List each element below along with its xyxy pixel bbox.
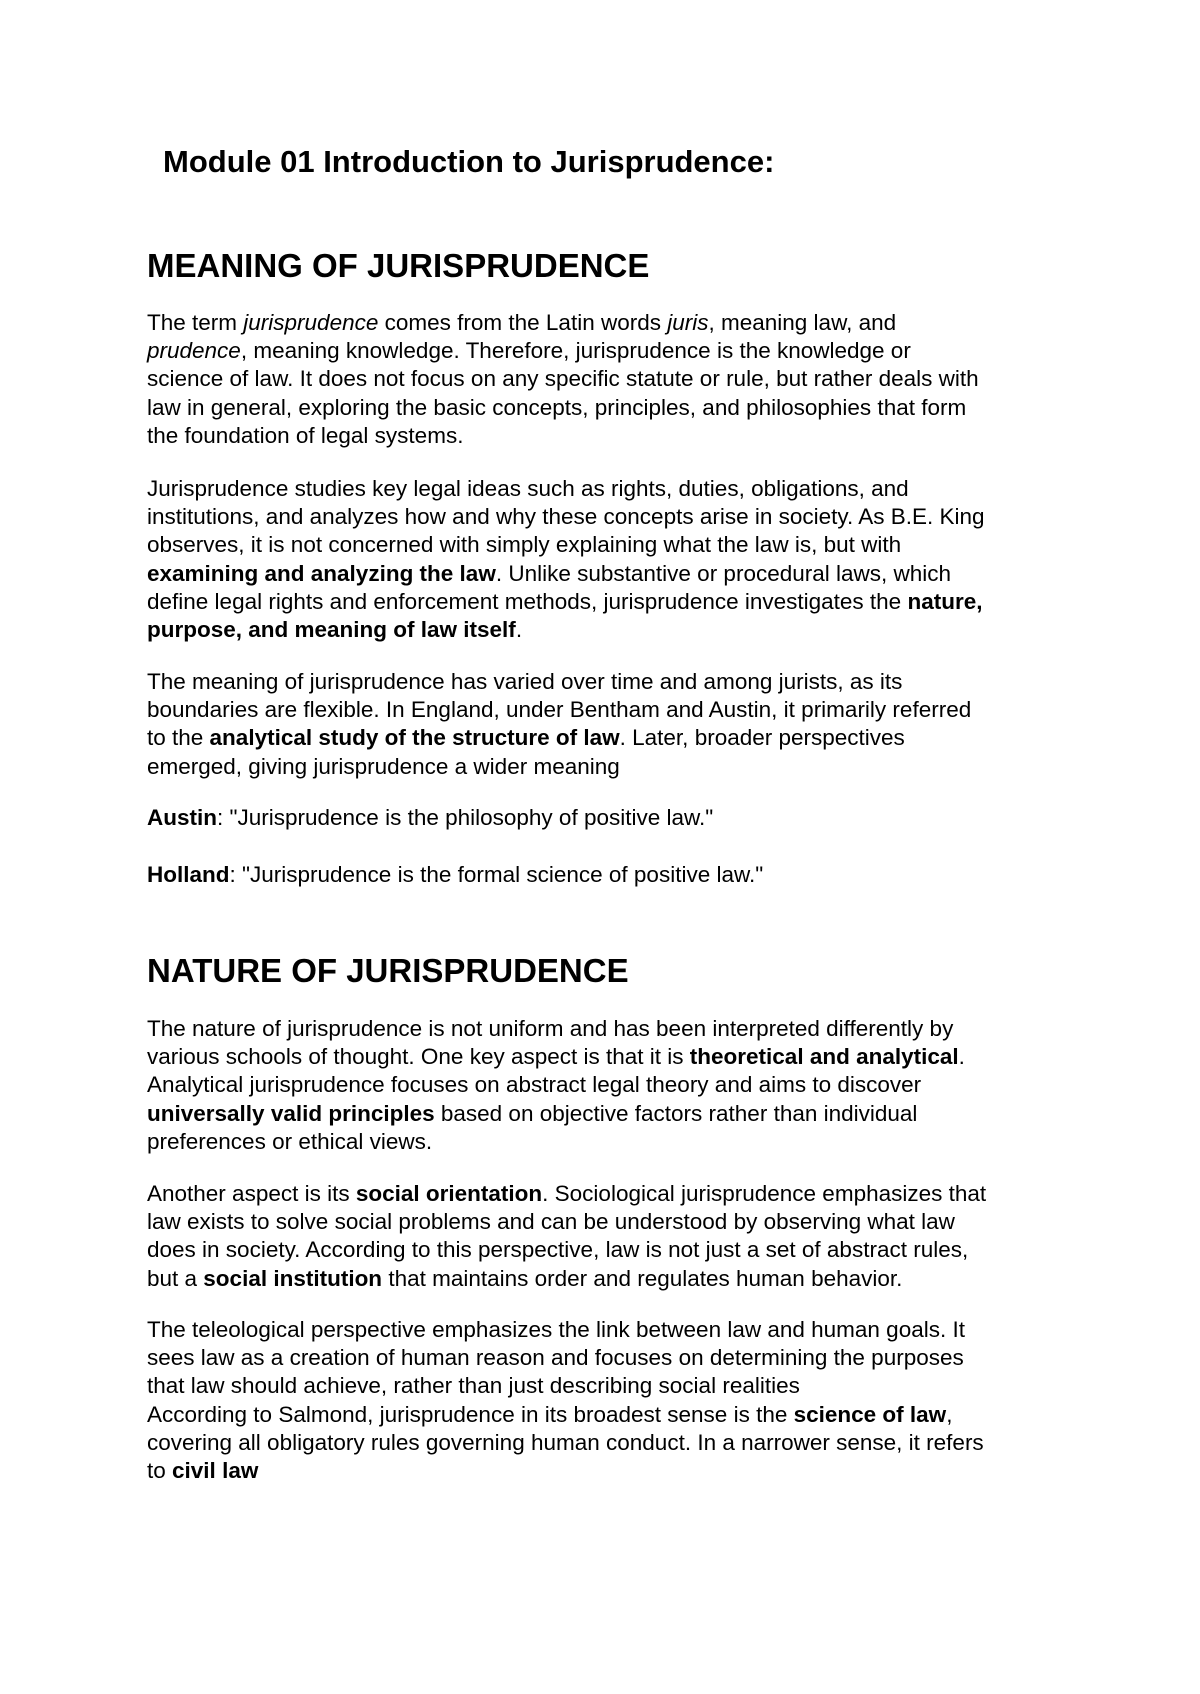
text-line: The nature of jurisprudence is not uniform and has been interpreted differently by [147, 1016, 954, 1041]
nature-paragraph-2 [147, 1180, 1087, 1293]
text-line: preferences or ethical views. [147, 1128, 433, 1154]
text-line: institutions, and analyzes how and why these concepts arise in society. As B.E. King [147, 504, 985, 530]
meaning-paragraph-1 [147, 309, 1087, 450]
text-line: Another aspect is its social orientation. Sociological jurisprudence emphasizes that [147, 1181, 987, 1206]
text-line: various schools of thought. One key aspect is that it is theoretical and analytical. [147, 1044, 965, 1070]
text-line: the foundation of legal systems. [147, 422, 464, 448]
text-line: to the analytical study of the structure of law. Later, broader perspectives [147, 725, 905, 751]
text-line: sees law as a creation of human reason and focuses on determining the purposes [147, 1345, 964, 1371]
text-line: boundaries are flexible. In England, under Bentham and Austin, it primarily referred [147, 697, 972, 723]
text-line: universally valid principles based on objective factors rather than individual [147, 1100, 918, 1126]
meaning-paragraph-2 [147, 475, 1087, 644]
text-line: observes, it is not concerned with simply explaining what the law is, but with [147, 532, 902, 558]
text-line: law exists to solve social problems and can be understood by observing what law [147, 1209, 955, 1235]
text-line: emerged, giving jurisprudence a wider meaning [147, 753, 620, 779]
text-line: covering all obligatory rules governing human conduct. In a narrower sense, it refers [147, 1429, 984, 1455]
meaning-paragraph-3 [147, 668, 1087, 781]
nature-paragraph-1 [147, 1015, 1087, 1156]
text-line: science of law. It does not focus on any specific statute or rule, but rather deals with [147, 366, 979, 392]
text-line: Jurisprudence studies key legal ideas such as rights, duties, obligations, and [147, 476, 909, 501]
text-line: Holland: "Jurisprudence is the formal science of positive law." [147, 862, 764, 887]
text-line: law in general, exploring the basic concepts, principles, and philosophies that form [147, 394, 967, 420]
module-title: Module 01 Introduction to Jurisprudence: [163, 144, 775, 179]
text-line: examining and analyzing the law. Unlike substantive or procedural laws, which [147, 560, 952, 586]
text-line: Analytical jurisprudence focuses on abstract legal theory and aims to discover [147, 1072, 922, 1098]
nature-paragraph-3 [147, 1316, 1087, 1485]
text-line: to civil law [147, 1458, 259, 1484]
text-line: does in society. According to this perspective, law is not just a set of abstract rules, [147, 1237, 969, 1263]
text-line: Austin: "Jurisprudence is the philosophy of positive law." [147, 805, 714, 830]
text-line: define legal rights and enforcement methods, jurisprudence investigates the nature, [147, 588, 983, 614]
holland-quote [147, 861, 1087, 889]
text-line: that law should achieve, rather than just describing social realities [147, 1373, 800, 1399]
text-line: According to Salmond, jurisprudence in its broadest sense is the science of law, [147, 1401, 953, 1427]
nature-heading: NATURE OF JURISPRUDENCE [147, 952, 629, 989]
austin-quote [147, 804, 1087, 832]
text-line: The meaning of jurisprudence has varied over time and among jurists, as its [147, 669, 903, 694]
text-line: purpose, and meaning of law itself. [147, 617, 523, 643]
text-line: but a social institution that maintains order and regulates human behavior. [147, 1265, 903, 1291]
meaning-heading: MEANING OF JURISPRUDENCE [147, 247, 650, 284]
text-line: The teleological perspective emphasizes the link between law and human goals. It [147, 1317, 965, 1342]
text-line: The term jurisprudence comes from the Latin words juris, meaning law, and [147, 310, 897, 335]
text-line: prudence, meaning knowledge. Therefore, jurisprudence is the knowledge or [147, 338, 911, 364]
